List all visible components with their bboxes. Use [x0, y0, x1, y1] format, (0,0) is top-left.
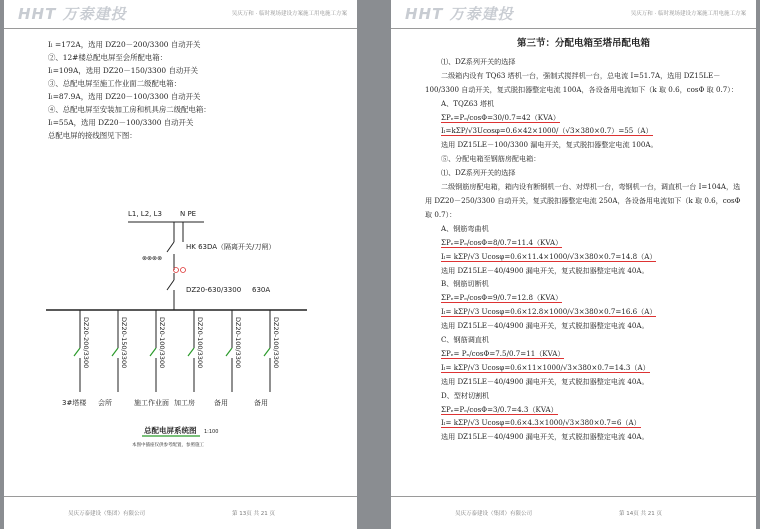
main-breaker-rating: 630A — [252, 286, 271, 294]
text-line: ⑤、分配电箱至钢筋房配电箱： — [441, 154, 541, 164]
formula-line: ΣPₑ=Pₑ/cosΦ=8/0.7=11.4（KVA） — [441, 237, 563, 247]
text-line: Iₗ =172A，选用 DZ20－200/3300 自动开关 — [48, 40, 201, 49]
meter-marks: ⊗⊗⊗⊗ — [142, 255, 163, 262]
text-line: ③、总配电屏至施工作业面二级配电箱： — [48, 79, 182, 88]
header-text: 吴庆万和 · 临时现场建设方案施工用电施工方案 — [231, 11, 347, 17]
main-breaker-label: DZ20-630/3300 — [186, 286, 242, 294]
text-line: 选用 DZ15LE－40/4900 漏电开关，复式脱扣器整定电流 40A。 — [441, 321, 649, 331]
formula-line: ΣPₑ=Pₑ/cosΦ=3/0.7=4.3（KVA） — [441, 404, 558, 414]
text-paragraph: 二级箱内设有 TQ63 塔机一台，强制式搅拌机一台，总电流 I=51.7A，选用 DZ15LE－100/3300 自动开关，复式脱扣器整定电流 100A，各设备用电流如下（k 取 0.6，cosΦ 取 0.7）： — [425, 70, 738, 94]
branch-load-label: 会所 — [98, 399, 112, 407]
main-breaker-symbol — [167, 280, 174, 290]
branch-breaker-symbol — [150, 348, 156, 356]
footer-page-number: 第 13页 共 21 页 — [232, 511, 275, 517]
isolating-switch — [167, 242, 174, 252]
page-header — [391, 0, 756, 29]
text-line: ④、总配电屏至安装加工房和机具房二级配电箱： — [48, 105, 211, 114]
page-body — [48, 38, 339, 142]
branch-breaker-label: DZ20-150/3300 — [120, 317, 128, 369]
formula-line: ΣPₑ=Pₑ/cosΦ=30/0.7=42（KVA） — [441, 112, 560, 122]
text-line: A、TQZ63 塔机 — [441, 98, 495, 108]
section-title: 第三节：分配电箱至塔吊配电箱 — [516, 38, 650, 49]
company-logo: HHT 万泰建投 — [18, 5, 127, 23]
page-footer — [4, 496, 357, 529]
header-text: 吴庆万和 · 临时现场建设方案施工用电施工方案 — [630, 11, 746, 17]
formula-line: ΣPₑ= Pₑ/cosΦ=7.5/0.7=11（KVA） — [441, 348, 565, 358]
diagram-title: 总配电屏系统图 — [144, 426, 197, 435]
formula-line: ΣPₑ=Pₑ/cosΦ=9/0.7=12.8（KVA） — [441, 293, 563, 303]
text-line: ⑴、DZ系列开关的选择 — [441, 56, 516, 66]
branch-load-label: 施工作业面 — [134, 399, 169, 407]
branch-group — [62, 310, 280, 407]
formula-line: Iₗ= kΣP/√3 Ucosφ=0.6×11×1000/√3×380×0.7=14.3（A） — [441, 362, 650, 372]
text-line: 总配电屏的接线图见下图： — [48, 131, 137, 140]
text-line: 选用 DZ15LE－100/3300 漏电开关，复式脱扣器整定电流 100A。 — [441, 140, 658, 150]
n-pe-label: N PE — [180, 210, 197, 218]
formula-line: Iₗ= kΣP/√3 Ucosφ=0.6×12.8×1000/√3×380×0.7=16.6（A） — [441, 307, 657, 317]
diagram-title-ratio: 1:100 — [204, 429, 219, 435]
footer-page-number: 第 14页 共 21 页 — [619, 511, 662, 517]
formula-line: Iₗ= kΣP/√3 Ucosφ=0.6×11.4×1000/√3×380×0.7=14.8（A） — [441, 251, 657, 261]
text-line: C、钢筋调直机 — [441, 335, 489, 345]
branch-breaker-symbol — [188, 348, 194, 356]
branch-breaker-label: DZ20-100/3300 — [234, 317, 242, 369]
branch-breaker-symbol — [226, 348, 232, 356]
branch-load-label: 3#塔楼 — [62, 399, 87, 407]
branch-breaker-symbol — [112, 348, 118, 356]
text-line: A、钢筋弯曲机 — [441, 223, 489, 233]
branch-load-label: 备用 — [254, 399, 268, 407]
branch-load-label: 加工房 — [174, 399, 195, 407]
formula-line: Iₗ=kΣP/√3Ucosφ=0.6×42×1000/（√3×380×0.7）=55（A） — [441, 126, 653, 136]
branch-breaker-label: DZ20-100/3300 — [158, 317, 166, 369]
text-line: Iₗ=109A，选用 DZ20－150/3300 自动开关 — [48, 66, 199, 75]
text-line: 选用 DZ15LE－40/4900 漏电开关，复式脱扣器整定电流 40A。 — [441, 265, 649, 275]
page-body — [425, 37, 742, 444]
branch-breaker-label: DZ20-100/3300 — [196, 317, 204, 369]
text-line: 选用 DZ15LE－40/4900 漏电开关，复式脱扣器整定电流 40A。 — [441, 376, 649, 386]
company-logo: HHT 万泰建投 — [405, 5, 514, 23]
formula-line: Iₗ= kΣP/√3 Ucosφ=0.6×4.3×1000/√3×380×0.7=6（A） — [441, 418, 641, 428]
text-line: Iₗ=87.9A，选用 DZ20－100/3300 自动开关 — [48, 92, 201, 101]
branch-breaker-label: DZ20-200/3300 — [82, 317, 90, 369]
text-line: B、钢筋切断机 — [441, 279, 489, 289]
branch-breaker-label: DZ20-100/3300 — [272, 317, 280, 369]
text-line: 选用 DZ15LE－40/4900 漏电开关，复式脱扣器整定电流 40A。 — [441, 432, 649, 442]
page-footer — [391, 496, 756, 529]
text-line: D、型材切割机 — [441, 390, 490, 400]
bus-label: L1, L2, L3 — [128, 210, 162, 218]
diagram-note: 本图中插座仅供参考配置，参照施工 — [132, 443, 204, 448]
branch-load-label: 备用 — [214, 399, 228, 407]
text-line: Iₗ=55A，选用 DZ20－100/3300 自动开关 — [48, 118, 194, 127]
text-line: ⑴、DZ系列开关的选择 — [441, 168, 516, 178]
main-switch-label: HK 63DA（隔离开关/刀闸） — [186, 243, 276, 251]
branch-breaker-symbol — [74, 348, 80, 356]
text-line: ②、12#楼总配电屏至会所配电箱： — [48, 53, 168, 62]
document-page-right — [391, 0, 756, 529]
wiring-diagram — [4, 200, 357, 460]
text-paragraph: 二级钢筋房配电箱，箱内设有断钢机一台、对焊机一台，弯钢机一台，调直机一台 I=104A，选用 DZ20－250/3300 自动开关，复式脱扣器整定电流 250A，各设备用电流如下（k 取 0.6，cosΦ 取 0.7）： — [425, 182, 741, 219]
footer-company: 吴庆万泰建设（集团）有限公司 — [455, 511, 533, 517]
branch-breaker-symbol — [264, 348, 270, 356]
footer-company: 吴庆万泰建设（集团）有限公司 — [68, 511, 146, 517]
document-page-left — [4, 0, 357, 529]
meter-circle — [181, 268, 186, 273]
page-header — [4, 0, 357, 29]
